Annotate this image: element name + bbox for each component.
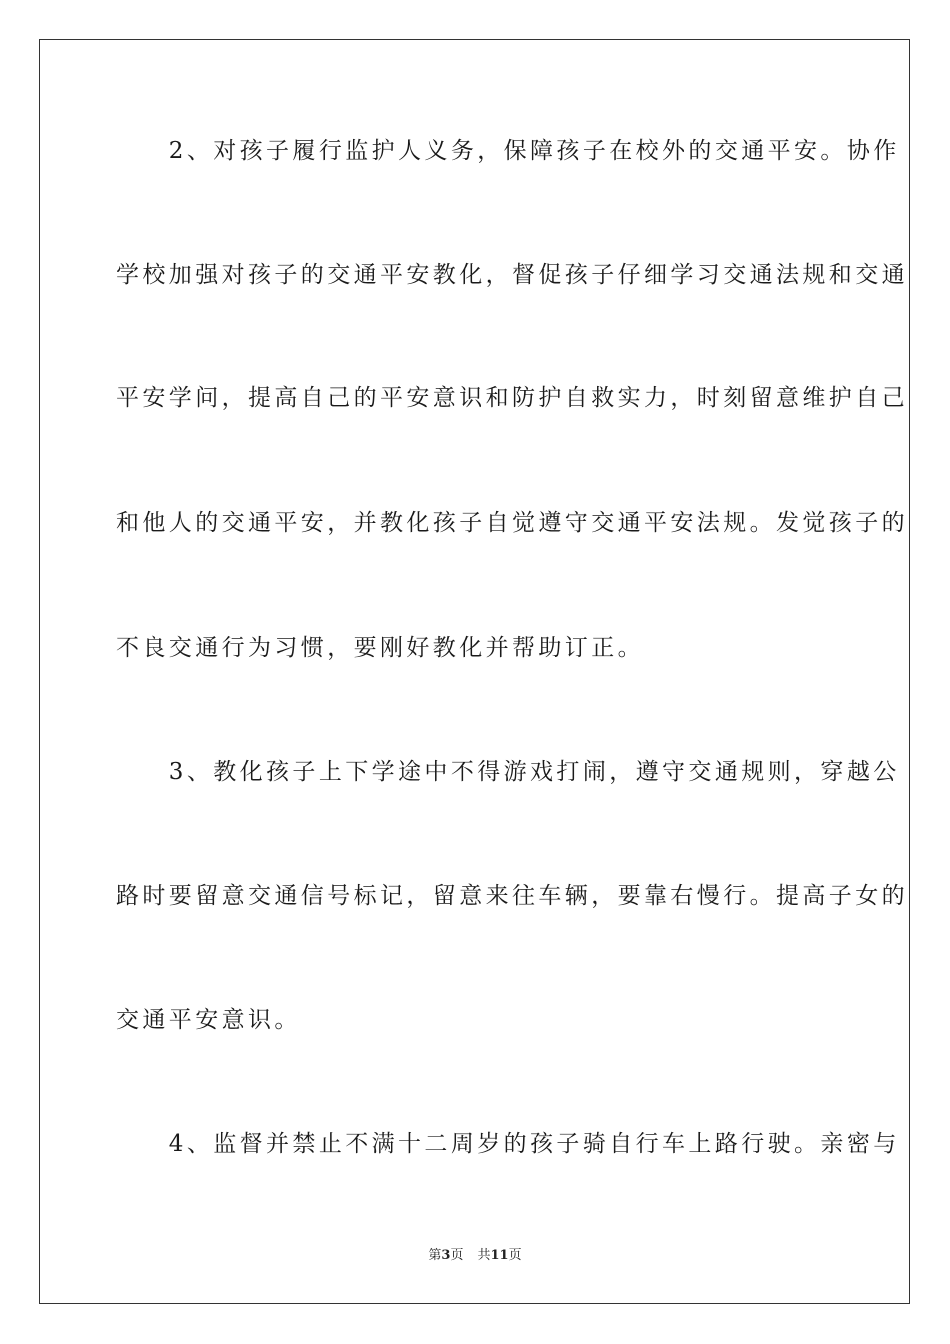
total-pages: 11 [490, 1248, 509, 1263]
text-line: 交通平安意识。 [116, 1007, 301, 1033]
page-border [39, 39, 910, 1304]
text-line: 3、教化孩子上下学途中不得游戏打闹，遵守交通规则，穿越公 [116, 759, 900, 785]
total-prefix: 共 [477, 1248, 491, 1263]
text-line: 和他人的交通平安，并教化孩子自觉遵守交通平安法规。发觉孩子的 [116, 510, 908, 536]
text-line: 4、监督并禁止不满十二周岁的孩子骑自行车上路行驶。亲密与 [116, 1131, 900, 1157]
text-line: 路时要留意交通信号标记，留意来往车辆，要靠右慢行。提高子女的 [116, 883, 908, 909]
page-footer [0, 1247, 950, 1265]
text-line: 平安学问，提高自己的平安意识和防护自救实力，时刻留意维护自己 [116, 385, 908, 411]
page-prefix: 第 [428, 1248, 442, 1263]
text-line: 学校加强对孩子的交通平安教化，督促孩子仔细学习交通法规和交通 [116, 262, 908, 288]
page-suffix: 页 [450, 1248, 464, 1263]
text-line: 2、对孩子履行监护人义务，保障孩子在校外的交通平安。协作 [116, 138, 900, 164]
page-number: 3 [441, 1248, 451, 1263]
total-suffix: 页 [508, 1248, 522, 1263]
text-line: 不良交通行为习惯，要刚好教化并帮助订正。 [116, 635, 644, 661]
